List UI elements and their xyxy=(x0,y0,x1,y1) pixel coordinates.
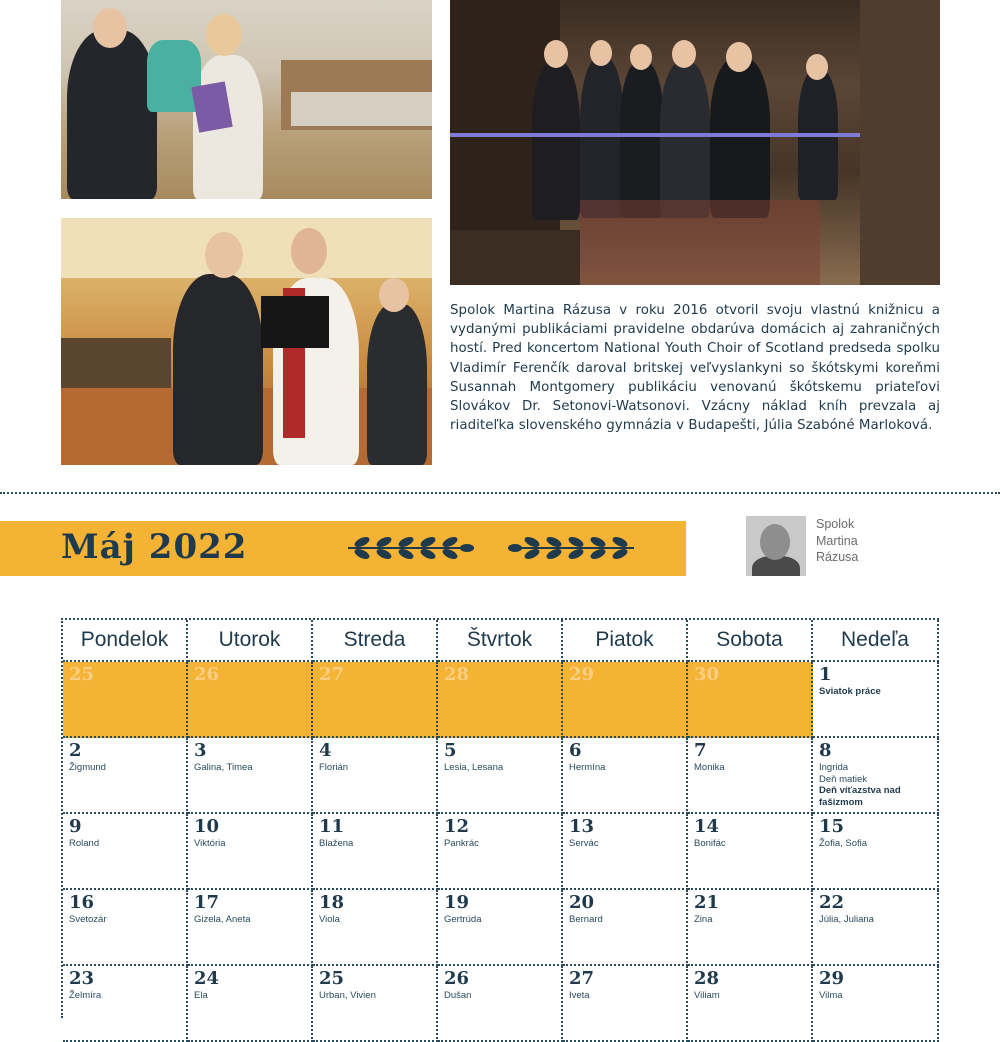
holiday-label: Sviatok práce xyxy=(819,686,881,697)
day-number: 25 xyxy=(319,968,345,989)
dotted-separator xyxy=(0,492,1000,494)
day-cell xyxy=(563,966,688,1042)
calendar-grid xyxy=(61,618,939,1018)
name-day: Dušan xyxy=(444,990,472,1001)
weekday-header: Nedeľa xyxy=(813,620,939,662)
day-cell xyxy=(813,738,939,814)
holiday-label: Deň víťazstva nad fašizmom xyxy=(819,785,901,808)
day-cell xyxy=(188,890,313,966)
day-cell xyxy=(813,890,939,966)
name-day: Viliam xyxy=(694,990,720,1001)
day-number: 1 xyxy=(819,664,832,685)
day-number: 14 xyxy=(694,816,720,837)
day-cell-previous-month xyxy=(63,662,188,738)
name-day: Lesia, Lesana xyxy=(444,762,504,773)
day-number: 18 xyxy=(319,892,345,913)
day-number: 11 xyxy=(319,816,345,837)
day-cell xyxy=(188,966,313,1042)
name-day: Pankrác xyxy=(444,838,479,849)
day-cell xyxy=(63,966,188,1042)
day-number: 19 xyxy=(444,892,470,913)
name-day: Blažena xyxy=(319,838,354,849)
day-cell xyxy=(313,738,438,814)
day-cell xyxy=(688,890,813,966)
portrait-icon xyxy=(746,516,806,576)
name-day: Viktória xyxy=(194,838,226,849)
photo-ribbon-cutting xyxy=(450,0,940,285)
organization-name xyxy=(816,516,886,566)
day-number: 29 xyxy=(819,968,845,989)
day-number: 27 xyxy=(569,968,595,989)
day-number: 24 xyxy=(194,968,220,989)
day-number: 5 xyxy=(444,740,457,761)
name-day: Bernard xyxy=(569,914,603,925)
day-cell xyxy=(438,814,563,890)
name-day: Bonifác xyxy=(694,838,726,849)
day-cell xyxy=(438,738,563,814)
day-number: 6 xyxy=(569,740,582,761)
day-cell xyxy=(688,738,813,814)
day-number: 29 xyxy=(569,664,595,685)
day-number: 23 xyxy=(69,968,95,989)
name-day: Florián xyxy=(319,762,349,773)
name-day: Žigmund xyxy=(69,762,106,773)
organization-name-line: Martina xyxy=(816,533,858,548)
name-day: Servác xyxy=(569,838,599,849)
name-day: Roland xyxy=(69,838,100,849)
name-day: Galina, Timea xyxy=(194,762,253,773)
day-number: 26 xyxy=(194,664,220,685)
day-cell-previous-month xyxy=(688,662,813,738)
name-day: Viola xyxy=(319,914,340,925)
organization-name-line: Rázusa xyxy=(816,550,859,564)
day-number: 9 xyxy=(69,816,82,837)
day-cell xyxy=(813,966,939,1042)
day-cell xyxy=(438,966,563,1042)
day-cell-previous-month xyxy=(563,662,688,738)
day-number: 12 xyxy=(444,816,470,837)
day-number: 20 xyxy=(569,892,595,913)
weekday-header: Štvrtok xyxy=(438,620,563,662)
weekday-header: Piatok xyxy=(563,620,688,662)
weekday-header: Sobota xyxy=(688,620,813,662)
wheat-ornament-icon xyxy=(346,533,476,563)
day-cell xyxy=(813,662,939,738)
day-number: 30 xyxy=(694,664,720,685)
day-cell xyxy=(63,814,188,890)
day-cell xyxy=(188,738,313,814)
day-number: 10 xyxy=(194,816,220,837)
day-number: 28 xyxy=(694,968,720,989)
name-day: Júlia, Juliana xyxy=(819,914,874,925)
weekday-header: Streda xyxy=(313,620,438,662)
day-number: 2 xyxy=(69,740,82,761)
name-day: Iveta xyxy=(569,990,590,1001)
day-cell-previous-month xyxy=(188,662,313,738)
day-cell xyxy=(563,738,688,814)
day-number: 22 xyxy=(819,892,845,913)
name-day: Urban, Vivien xyxy=(319,990,376,1001)
organization-logo xyxy=(744,514,884,578)
day-number: 26 xyxy=(444,968,470,989)
day-number: 28 xyxy=(444,664,470,685)
name-day: Ingrida Deň matiek xyxy=(819,762,868,785)
wheat-ornament-icon xyxy=(506,533,636,563)
day-number: 17 xyxy=(194,892,220,913)
day-number: 16 xyxy=(69,892,95,913)
day-cell xyxy=(313,966,438,1042)
day-cell xyxy=(63,738,188,814)
name-day: Žofia, Sofia xyxy=(819,838,868,849)
photo-concert-hall-gift xyxy=(61,218,432,465)
name-day: Vilma xyxy=(819,990,843,1001)
day-cell xyxy=(688,814,813,890)
day-cell-previous-month xyxy=(438,662,563,738)
day-cell xyxy=(438,890,563,966)
day-cell xyxy=(563,814,688,890)
month-title: Máj 2022 xyxy=(61,527,248,567)
day-number: 8 xyxy=(819,740,832,761)
name-day: Monika xyxy=(694,762,725,773)
day-number: 27 xyxy=(319,664,345,685)
name-day: Gertrúda xyxy=(444,914,482,925)
day-number: 15 xyxy=(819,816,845,837)
photo-book-presentation-church xyxy=(61,0,432,199)
photo-caption: Spolok Martina Rázusa v roku 2016 otvoril svoju vlastnú knižnicu a vydanými publikáciami pravidelne obdarúva domácich aj zahraničných hostí. Pred koncertom National Youth Choir of Scotland predseda spolku Vladimír Ferenčík daroval britskej veľvyslankyni so škótskymi koreňmi Susannah Montgomery publikáciu venovanú škótskemu priateľovi Slovákov Dr. Setonovi-Watsonovi. Vzácny náklad kníh prevzala aj riaditeľka slovenského gymnázia v Budapešti, Júlia Szabóné Marloková. xyxy=(450,303,940,434)
day-cell xyxy=(688,966,813,1042)
day-number: 7 xyxy=(694,740,707,761)
day-cell xyxy=(813,814,939,890)
organization-name-line: Spolok xyxy=(816,517,855,531)
name-day: Želmíra xyxy=(69,990,102,1001)
day-number: 13 xyxy=(569,816,595,837)
day-cell xyxy=(188,814,313,890)
name-day: Zina xyxy=(694,914,713,925)
name-day: Svetozár xyxy=(69,914,107,925)
day-cell xyxy=(63,890,188,966)
day-number: 4 xyxy=(319,740,332,761)
day-cell xyxy=(313,890,438,966)
weekday-header: Utorok xyxy=(188,620,313,662)
day-number: 25 xyxy=(69,664,95,685)
day-number: 3 xyxy=(194,740,207,761)
day-number: 21 xyxy=(694,892,720,913)
name-day: Hermína xyxy=(569,762,606,773)
weekday-header: Pondelok xyxy=(63,620,188,662)
day-cell-previous-month xyxy=(313,662,438,738)
day-cell xyxy=(563,890,688,966)
name-day: Gizela, Aneta xyxy=(194,914,251,925)
name-day: Ela xyxy=(194,990,208,1001)
month-banner xyxy=(0,521,686,576)
day-cell xyxy=(313,814,438,890)
